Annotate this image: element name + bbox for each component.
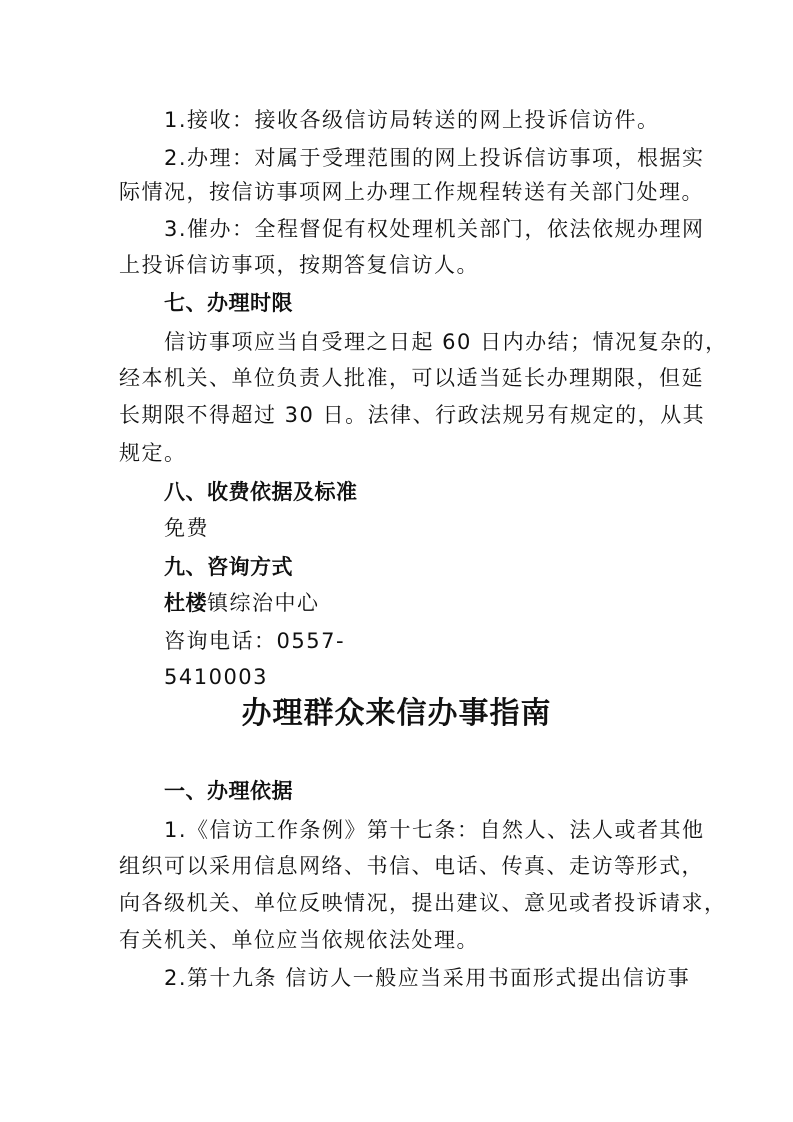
urge-paragraph-line-2: 上投诉信访事项，按期答复信访人。 (119, 253, 479, 277)
basis-article-19-line-1: 2.第十九条 信访人一般应当采用书面形式提出信访事 (164, 966, 691, 990)
time-limit-line-3: 长期限不得超过 30 日。法律、行政法规另有规定的，从其 (119, 403, 706, 427)
time-limit-line-1: 信访事项应当自受理之日起 60 日内办结；情况复杂的， (164, 330, 728, 354)
section-heading-fee: 八、收费依据及标准 (164, 480, 358, 504)
basis-line-4: 有关机关、单位应当依规依法处理。 (119, 928, 479, 952)
section-heading-time-limit: 七、办理时限 (164, 291, 293, 315)
handle-paragraph-line-1: 2.办理：对属于受理范围的网上投诉信访事项，根据实 (164, 146, 705, 170)
guide-title: 办理群众来信办事指南 (241, 696, 552, 731)
basis-line-3: 向各级机关、单位反映情况，提出建议、意见或者投诉请求， (119, 891, 727, 915)
time-limit-line-4: 规定。 (119, 441, 187, 465)
handle-paragraph-line-2: 际情况，按信访事项网上办理工作规程转送有关部门处理。 (119, 180, 704, 204)
time-limit-line-2: 经本机关、单位负责人批准，可以适当延长办理期限，但延 (119, 366, 704, 390)
contact-organization-rest: 镇综治中心 (207, 591, 320, 615)
basis-line-2: 组织可以采用信息网络、书信、电话、传真、走访等形式， (119, 854, 704, 878)
section-heading-contact: 九、咨询方式 (164, 555, 293, 579)
contact-phone-line-1: 咨询电话：0557- (164, 629, 346, 653)
urge-paragraph-line-1: 3.催办：全程督促有权处理机关部门，依法依规办理网 (164, 217, 705, 241)
receive-paragraph: 1.接收：接收各级信访局转送的网上投诉信访件。 (164, 108, 660, 132)
section-heading-basis: 一、办理依据 (164, 779, 293, 803)
contact-organization-bold: 杜楼 (164, 591, 207, 615)
contact-phone-line-2: 5410003 (164, 665, 269, 689)
basis-line-1: 1.《信访工作条例》第十七条：自然人、法人或者其他 (164, 818, 705, 842)
fee-value: 免费 (164, 516, 209, 540)
contact-organization (164, 586, 320, 620)
